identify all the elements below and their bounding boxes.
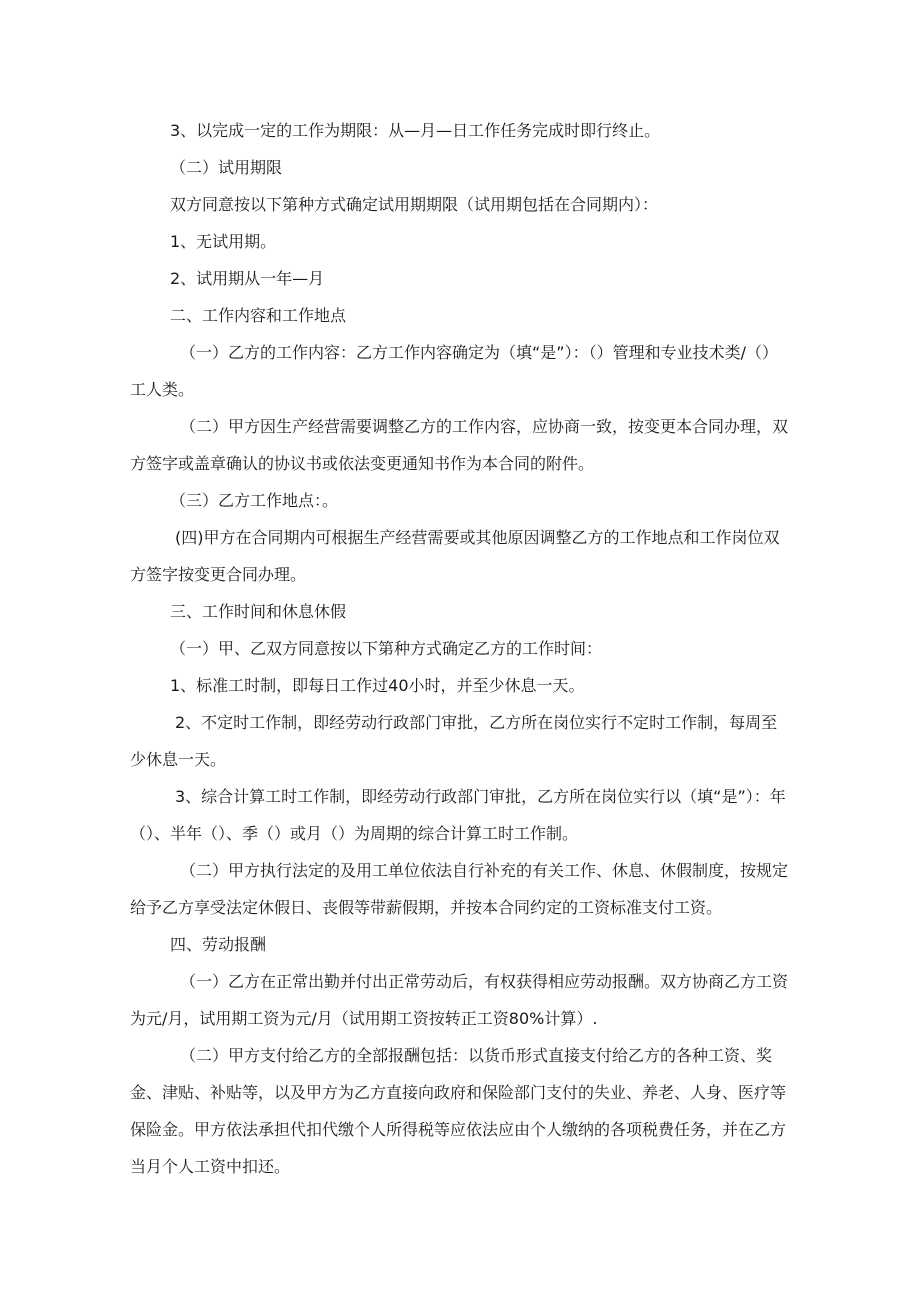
paragraph-total-remuneration: （二）甲方支付给乙方的全部报酬包括：以货币形式直接支付给乙方的各种工资、奖金、津贴、补贴等，以及甲方为乙方直接向政府和保险部门支付的失业、养老、人身、医疗等保险金。甲方依法承担代扣代缴个人所得税等应依法应由个人缴纳的各项税费任务，并在乙方当月个人工资中扣还。 xyxy=(130,1046,787,1176)
paragraph-standard-hours: 1、标准工时制，即每日工作过40小时，并至少休息一天。 xyxy=(170,676,585,695)
heading-work-hours-leave: 三、工作时间和休息休假 xyxy=(170,602,347,621)
paragraph-probation-from: 2、试用期从一年—月 xyxy=(170,269,325,288)
paragraph-no-probation: 1、无试用期。 xyxy=(170,232,277,251)
paragraph-adjust-content: （二）甲方因生产经营需要调整乙方的工作内容，应协商一致，按变更本合同办理，双方签字或盖章确认的协议书或依法变更通知书作为本合同的附件。 xyxy=(130,417,789,473)
paragraph-salary: （一）乙方在正常出勤并付出正常劳动后，有权获得相应劳动报酬。双方协商乙方工资为元/月，试用期工资为元/月（试用期工资按转正工资80%计算）. xyxy=(130,972,789,1028)
paragraph-term-completion: 3、以完成一定的工作为期限：从—月—日工作任务完成时即行终止。 xyxy=(170,121,661,140)
paragraph-flexible-hours: 2、不定时工作制，即经劳动行政部门审批，乙方所在岗位实行不定时工作制，每周至少休息一天。 xyxy=(130,713,778,769)
paragraph-work-location: （三）乙方工作地点：。 xyxy=(170,491,339,510)
paragraph-probation-method: 双方同意按以下第种方式确定试用期期限（试用期包括在合同期内）： xyxy=(170,195,659,214)
paragraph-adjust-location: (四)甲方在合同期内可根据生产经营需要或其他原因调整乙方的工作地点和工作岗位双方签字按变更合同办理。 xyxy=(130,528,780,584)
paragraph-comprehensive-hours: 3、综合计算工时工作制，即经劳动行政部门审批，乙方所在岗位实行以（填“是”）：年（）、半年（）、季（）或月（）为周期的综合计算工时工作制。 xyxy=(130,787,786,843)
heading-work-content-location: 二、工作内容和工作地点 xyxy=(170,306,347,325)
heading-probation-period: （二）试用期限 xyxy=(170,158,283,177)
heading-remuneration: 四、劳动报酬 xyxy=(170,935,267,954)
paragraph-work-time-method: （一）甲、乙双方同意按以下第种方式确定乙方的工作时间： xyxy=(170,639,603,658)
paragraph-leave-system: （二）甲方执行法定的及用工单位依法自行补充的有关工作、休息、休假制度，按规定给予乙方享受法定休假日、丧假等带薪假期，并按本合同约定的工资标准支付工资。 xyxy=(130,861,789,917)
paragraph-work-content: （一）乙方的工作内容：乙方工作内容确定为（填“是”）：（）管理和专业技术类/（）工人类。 xyxy=(130,343,778,399)
